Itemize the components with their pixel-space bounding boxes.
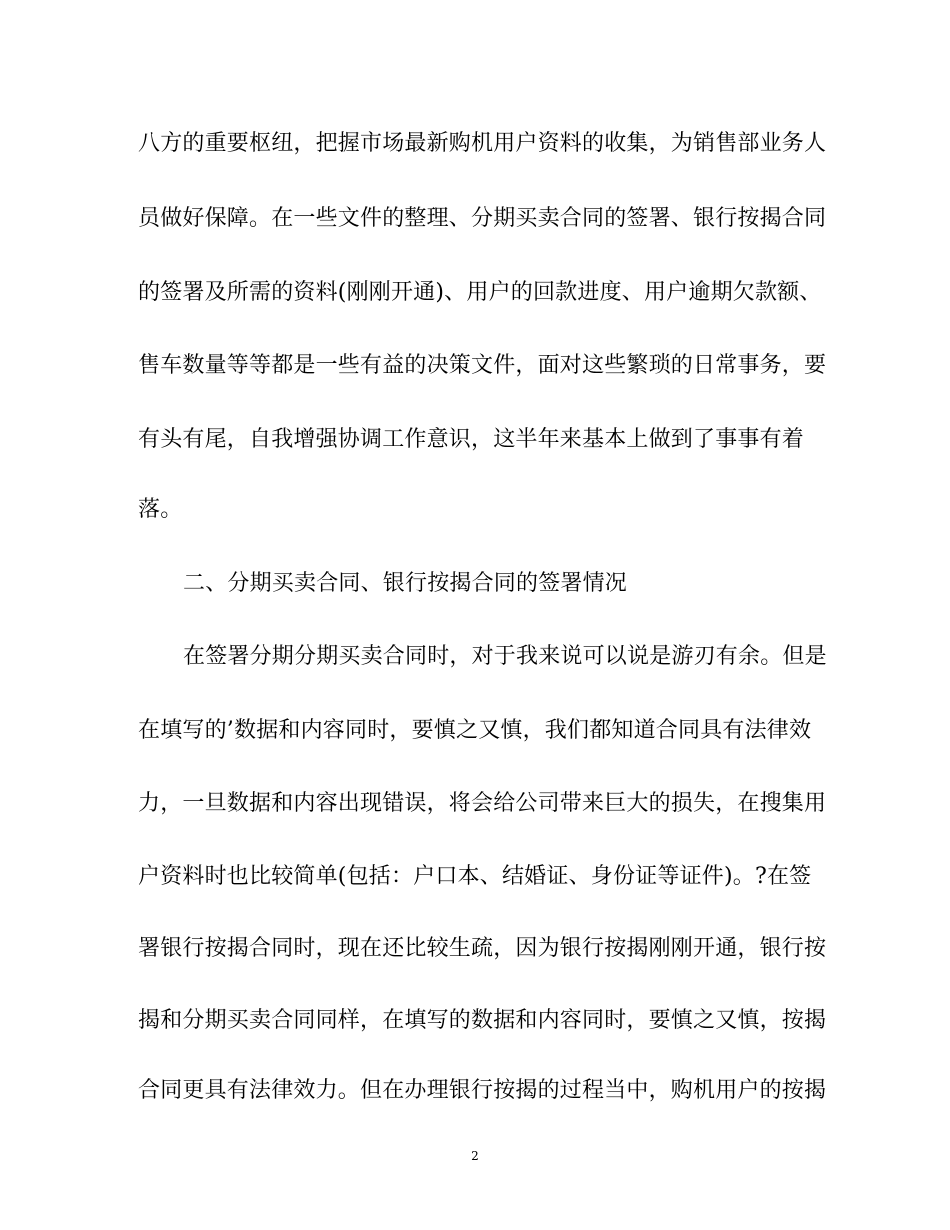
text-line: 员做好保障。在一些文件的整理、分期买卖合同的签署、银行按揭合同 <box>138 206 827 231</box>
text-line: 户资料时也比较简单(包括：户口本、结婚证、身份证等证件)。?在签 <box>138 864 812 889</box>
text-line: 八方的重要枢纽，把握市场最新购机用户资料的收集，为销售部业务人 <box>138 131 827 156</box>
text-line: 在填写的’数据和内容同时，要慎之又慎，我们都知道合同具有法律效 <box>138 718 812 743</box>
text-line: 合同更具有法律效力。但在办理银行按揭的过程当中，购机用户的按揭 <box>138 1078 827 1103</box>
text-line: 在签署分期分期买卖合同时，对于我来说可以说是游刃有余。但是 <box>183 644 827 669</box>
text-line: 署银行按揭合同时，现在还比较生疏，因为银行按揭刚刚开通，银行按 <box>138 936 827 961</box>
text-line: 售车数量等等都是一些有益的决策文件，面对这些繁琐的日常事务，要 <box>138 353 827 378</box>
text-line: 力，一旦数据和内容出现错误，将会给公司带来巨大的损失，在搜集用 <box>138 791 827 816</box>
text-line: 揭和分期买卖合同同样，在填写的数据和内容同时，要慎之又慎，按揭 <box>138 1008 827 1033</box>
page-number: 2 <box>471 1149 479 1163</box>
text-line: 的签署及所需的资料(刚刚开通)、用户的回款进度、用户逾期欠款额、 <box>138 280 822 305</box>
section-heading: 二、分期买卖合同、银行按揭合同的签署情况 <box>183 571 628 596</box>
text-line: 落。 <box>138 497 183 522</box>
text-line: 有头有尾，自我增强协调工作意识，这半年来基本上做到了事事有着 <box>138 427 805 452</box>
